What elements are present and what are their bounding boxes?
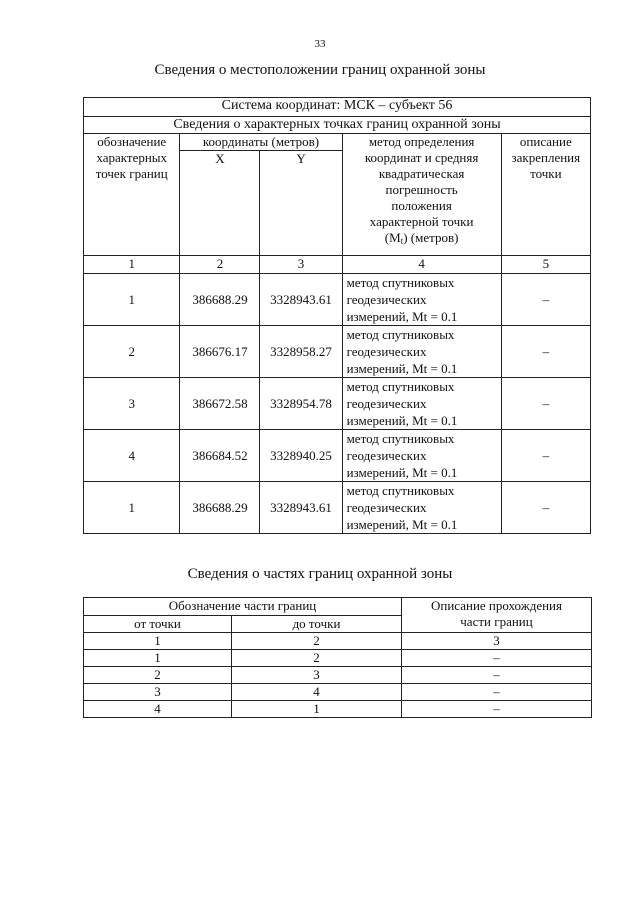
coord-x: 386672.58	[180, 378, 260, 430]
col-num: 3	[402, 633, 592, 650]
to-point: 4	[232, 684, 402, 701]
passage-description: –	[402, 667, 592, 684]
header-to-point: до точки	[232, 616, 402, 633]
to-point: 2	[232, 650, 402, 667]
table-row	[84, 274, 591, 326]
header-method: метод определения координат и средняя квадратическая погрешность положения характерной точки $(M_t)$ (метров)	[342, 134, 501, 256]
from-point: 2	[84, 667, 232, 684]
table-row	[84, 326, 591, 378]
table-row	[84, 378, 591, 430]
passage-description: –	[402, 650, 592, 667]
page-number: 33	[314, 38, 326, 50]
point-description: –	[501, 378, 590, 430]
point-description: –	[501, 326, 590, 378]
point-description: –	[501, 430, 590, 482]
coord-y: 3328943.61	[260, 274, 342, 326]
method-cell: метод спутниковых геодезических измерений, Mt = 0.1	[342, 378, 501, 430]
from-point: 3	[84, 684, 232, 701]
coord-y: 3328958.27	[260, 326, 342, 378]
header-description: описание закрепления точки	[501, 134, 590, 256]
table-row	[84, 667, 592, 684]
method-cell: метод спутниковых геодезических измерений, Mt = 0.1	[342, 274, 501, 326]
coord-x: 386684.52	[180, 430, 260, 482]
header-y: Y	[260, 151, 342, 256]
passage-description: –	[402, 684, 592, 701]
to-point: 1	[232, 701, 402, 718]
point-id: 3	[84, 378, 180, 430]
col-num: 3	[260, 256, 342, 274]
header-x: X	[180, 151, 260, 256]
point-description: –	[501, 482, 590, 534]
method-cell: метод спутниковых геодезических измерений, Mt = 0.1	[342, 430, 501, 482]
section-title-location: Сведения о местоположении границ охранной зоны	[154, 62, 486, 78]
coord-y: 3328943.61	[260, 482, 342, 534]
header-part-designation: Обозначение части границ	[84, 598, 402, 616]
header-from-point: от точки	[84, 616, 232, 633]
point-id: 4	[84, 430, 180, 482]
col-num: 1	[84, 256, 180, 274]
coord-y: 3328940.25	[260, 430, 342, 482]
col-num: 1	[84, 633, 232, 650]
point-id: 2	[84, 326, 180, 378]
section-title-parts: Сведения о частях границ охранной зоны	[187, 566, 453, 582]
col-num: 4	[342, 256, 501, 274]
table-row	[84, 684, 592, 701]
coord-x: 386688.29	[180, 274, 260, 326]
method-cell: метод спутниковых геодезических измерений, Mt = 0.1	[342, 326, 501, 378]
header-passage-description: Описание прохождения части границ	[402, 598, 592, 633]
header-coordinates: координаты (метров)	[180, 134, 342, 151]
passage-description: –	[402, 701, 592, 718]
coord-x: 386676.17	[180, 326, 260, 378]
col-num: 5	[501, 256, 590, 274]
method-cell: метод спутниковых геодезических измерений, Mt = 0.1	[342, 482, 501, 534]
from-point: 1	[84, 650, 232, 667]
point-description: –	[501, 274, 590, 326]
point-id: 1	[84, 482, 180, 534]
coord-y: 3328954.78	[260, 378, 342, 430]
points-subtitle: Сведения о характерных точках границ охранной зоны	[84, 117, 591, 134]
col-num: 2	[232, 633, 402, 650]
from-point: 4	[84, 701, 232, 718]
table-row	[84, 650, 592, 667]
table-row	[84, 701, 592, 718]
to-point: 3	[232, 667, 402, 684]
point-id: 1	[84, 274, 180, 326]
characteristic-points-table	[83, 97, 591, 534]
col-num: 2	[180, 256, 260, 274]
coord-x: 386688.29	[180, 482, 260, 534]
boundary-parts-table	[83, 597, 592, 718]
header-point-designation: обозначение характерных точек границ	[84, 134, 180, 256]
coord-system-header: Система координат: МСК – субъект 56	[84, 98, 591, 117]
table-row	[84, 430, 591, 482]
table-row	[84, 482, 591, 534]
